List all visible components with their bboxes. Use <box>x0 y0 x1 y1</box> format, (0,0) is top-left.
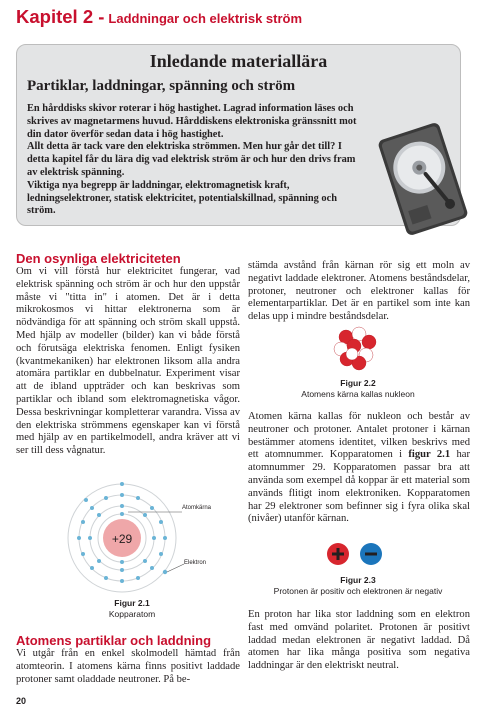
paragraph-text: har atomnummer 29. Kopparatomen passar bra att använda som exempel då koppar är ett material som används flitigt inom elektroniken. Kopparatomen har 29 elektroner som befinner sig i fyra olika skal (nivåer) utanför kärnan. <box>248 449 470 525</box>
figure-caption: Kopparatom <box>108 609 156 619</box>
figure-caption: Atomens kärna kallas nukleon <box>301 389 415 399</box>
chapter-subtitle: Laddningar och elektrisk ström <box>108 11 303 26</box>
figure-number: Figur 2.1 <box>114 598 150 608</box>
label-nucleus: Atomkärna <box>182 505 212 511</box>
intro-box <box>16 44 461 226</box>
nucleus-label: +29 <box>111 532 133 546</box>
figure-number: Figur 2.2 <box>340 378 376 388</box>
intro-paragraph-2: Allt detta är tack vare den elektriska strömmen. Men hur går det till? I detta kapitel får du lära dig vad elektrisk ström är och hur den drivs fram av elektrisk spänning. <box>27 141 356 178</box>
section-heading-atom-particles: Atomens partiklar och laddning <box>16 633 212 648</box>
figure-2-3-caption <box>258 575 458 597</box>
chapter-title: Kapitel 2 - <box>16 6 105 27</box>
figure-number: Figur 2.3 <box>340 575 376 585</box>
paragraph <box>248 411 470 526</box>
right-column-paragraph-1 <box>248 260 470 324</box>
figure-2-1-caption <box>82 598 182 620</box>
chapter-heading <box>16 6 486 28</box>
intro-subtitle: Partiklar, laddningar, spänning och ström <box>27 78 296 94</box>
electron-pointer <box>167 564 184 572</box>
paragraph-text: Atomen kärna kallas för nukleon och består av neutroner och protoner. Antalet protoner i kärnan bestämmer atomens identitet, vilken beskrivs med ett atomnummer. Kopparatomen i <box>248 411 470 461</box>
section-heading-invisible-electricity: Den osynliga elektriciteten <box>16 251 181 266</box>
label-electron: Elektron <box>184 560 207 566</box>
hard-drive-image <box>375 119 471 239</box>
nucleon-diagram <box>332 325 378 371</box>
intro-paragraph-1: En hårddisks skivor roterar i hög hastighet. Lagrad information läses och skrives av magnetarmens huvud. Hårddiskens elektroniska gränssnitt mot din dator överför sedan data i hög hastighet. <box>27 103 357 140</box>
figure-caption: Protonen är positiv och elektronen är negativ <box>273 586 443 596</box>
section-body-invisible-electricity <box>16 266 240 458</box>
intro-text <box>27 103 365 218</box>
paragraph: Vi utgår från en enkel skolmodell hämtad från atomteorin. I atomens kärna finns positivt laddade protoner samt oladdade neutroner. På be- <box>16 648 240 685</box>
copper-atom-diagram <box>62 482 212 594</box>
paragraph: stämda avstånd från kärnan rör sig ett moln av negativt laddade elektroner. Atomens beståndsdelar, protoner, neutroner och elektroner kallas för elementarpartiklar. Det är en partikel som inte kan delas upp i mindre beståndsdelar. <box>248 260 470 323</box>
section-body-atom-particles <box>16 648 240 686</box>
right-column-paragraph-2 <box>248 411 470 526</box>
figure-reference: figur 2.1 <box>408 449 451 461</box>
charges-diagram <box>325 541 385 567</box>
right-column-paragraph-3 <box>248 609 470 673</box>
figure-2-2-caption <box>268 378 448 400</box>
page-number: 20 <box>16 696 27 706</box>
intro-paragraph-3: Viktiga nya begrepp är laddningar, elektromagnetisk kraft, ledningselektroner, statisk elektricitet, potentialskillnad, spänning och ström. <box>27 179 338 217</box>
paragraph: Om vi vill förstå hur elektricitet fungerar, vad elektrisk spänning och ström är och hur den uppstår måste vi "titta in" i atomen. Det är i detta mikrokosmos vi hittar elektronerna som är nödvändiga för att spänning och ström skall uppstå. Med hjälp av modeller (bilder) kan vi både förstå och förutsäga elektriska fenomen. Enligt fysiken (kvantmekaniken) har elektronen liksom alla andra atomära partiklar en dubbelnatur. Experiment visar att de ibland uppträder och kan beskrivas som partiklar och ibland som elektromagnetiska vågor. Dessa beskrivningar kompletterar varandra. Vissa av den elektriska strömmens egenskaper kan vi förstå med hjälp av en partikelmodell, andra kräver att vi ser till dess vågnatur. <box>16 266 240 457</box>
paragraph: En proton har lika stor laddning som en elektron fast med omvänd polaritet. Protonen är positivt laddad medan elektronen är negativt laddad. Då atomen har lika många positiva som negativa laddningar är den elektriskt neutral. <box>248 609 470 672</box>
intro-title: Inledande materiallära <box>149 51 328 71</box>
